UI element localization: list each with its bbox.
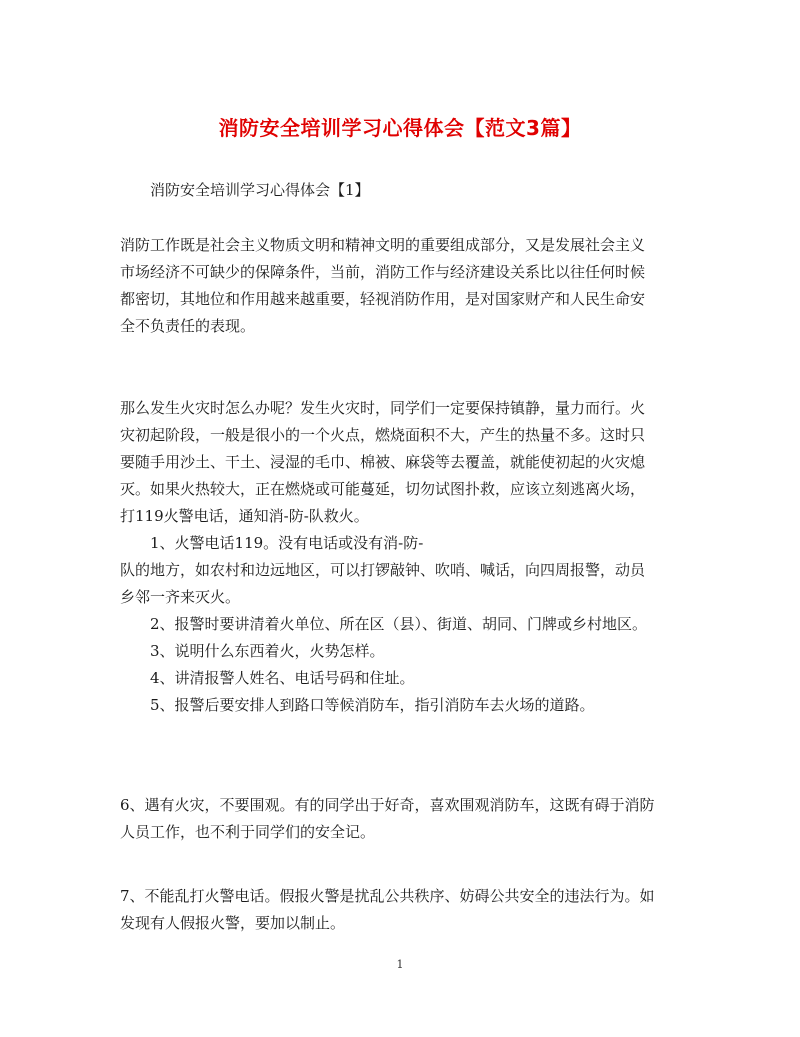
paragraph-1: [120, 232, 685, 340]
document-subtitle: 消防安全培训学习心得体会【1】: [150, 181, 370, 199]
paragraph-line: 6、遇有火灾，不要围观。有的同学出于好奇，喜欢围观消防车，这既有碍于消防: [120, 796, 655, 814]
page-number: 1: [396, 958, 404, 971]
list-item-5: 5、报警后要安排人到路口等候消防车，指引消防车去火场的道路。: [150, 696, 595, 714]
paragraph-line: 消防工作既是社会主义物质文明和精神文明的重要组成部分，又是发展社会主义: [120, 236, 646, 254]
paragraph-line: 乡邻一齐来灭火。: [120, 588, 241, 606]
paragraph-3: [120, 792, 685, 846]
paragraph-line: 灾初起阶段，一般是很小的一个火点，燃烧面积不大，产生的热量不多。这时只: [120, 426, 646, 444]
document-title: 消防安全培训学习心得体会【范文3篇】: [218, 116, 582, 140]
list-item-3: 3、说明什么东西着火，火势怎样。: [150, 642, 385, 660]
paragraph-line: 人员工作，也不利于同学们的安全记。: [120, 823, 376, 841]
paragraph-line: 都密切，其地位和作用越来越重要，轻视消防作用，是对国家财产和人民生命安: [120, 290, 646, 308]
paragraph-line: 7、不能乱打火警电话。假报火警是扰乱公共秩序、妨碍公共安全的违法行为。如: [120, 887, 655, 905]
paragraph-line: 发现有人假报火警，要加以制止。: [120, 914, 346, 932]
paragraph-line: 队的地方，如农村和边远地区，可以打锣敲钟、吹哨、喊话，向四周报警，动员: [120, 561, 646, 579]
list-item-1: 1、火警电话119。没有电话或没有消-防-: [150, 534, 424, 552]
paragraph-line: 要随手用沙土、干土、浸湿的毛巾、棉被、麻袋等去覆盖，就能使初起的火灾熄: [120, 453, 646, 471]
paragraph-line: 那么发生火灾时怎么办呢？发生火灾时，同学们一定要保持镇静，量力而行。火: [120, 399, 646, 417]
paragraph-2: [120, 395, 685, 719]
list-item-4: 4、讲清报警人姓名、电话号码和住址。: [150, 669, 415, 687]
paragraph-line: 灭。如果火热较大，正在燃烧或可能蔓延，切勿试图扑救，应该立刻逃离火场，: [120, 480, 646, 498]
list-item-2: 2、报警时要讲清着火单位、所在区（县）、街道、胡同、门牌或乡村地区。: [150, 615, 648, 633]
paragraph-line: 打119火警电话，通知消-防-队救火。: [120, 507, 369, 525]
paragraph-line: 全不负责任的表现。: [120, 317, 256, 335]
paragraph-line: 市场经济不可缺少的保障条件，当前，消防工作与经济建设关系比以往任何时候: [120, 263, 646, 281]
paragraph-4: [120, 883, 685, 937]
